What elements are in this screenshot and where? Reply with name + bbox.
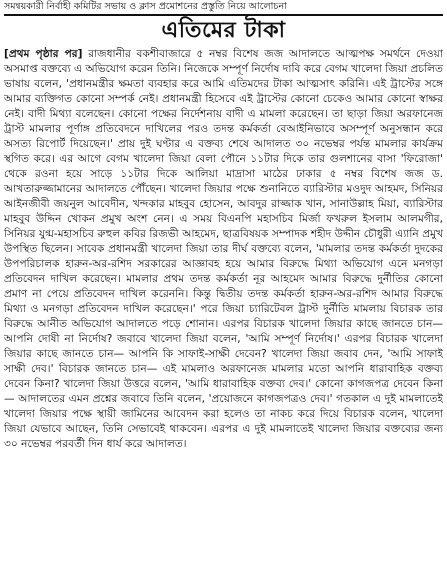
article-paragraph — [4, 47, 443, 452]
article-body — [4, 47, 443, 562]
article-text: রাজধানীর বকশীবাজারে ৫ নম্বর বিশেষ জজ আদালতে আত্মপক্ষ সমর্থনে দেওয়া অসমাপ্ত বক্তব্যে এ অভিযোগ করেন তিনি। নিজেকে সম্পূর্ণ নির্দোষ দাবি করে বেগম খালেদা জিয়া প্রচলিত ভাষায় বলেন, 'প্রধানমন্ত্রীর ক্ষমতা ব্যবহার করে আমি এতিমদের টাকা আত্মসাৎ করিনি। এই ট্রাস্টের সঙ্গে আমার ব্যক্তিগত কোনো সম্পর্ক নেই। প্রধানমন্ত্রী হিসেবে এই ট্রাস্টের কোনো চেকেও আমার কোনো স্বাক্ষর নেই। বাদী মিথ্যা বলেছেন। কোনো পক্ষের নির্দেশনায় বাদী এ মামলা করেছেন। তা ছাড়া জিয়া অরফানেজ ট্রাস্ট মামলার পূর্ণাঙ্গ প্রতিবেদনে দাখিলের পরও তদন্ত কর্মকর্তা বেআইনিভাবে অসম্পূর্ণ অনুসন্ধান করে অসত্য রিপোর্ট দিয়েছেন।' প্রায় দুই ঘণ্টার এ বক্তব্য শেষে আদালত ৩০ নভেম্বর পর্যন্ত মামলার কার্যক্রম স্থগিত করে। এর আগে বেগম খালেদা জিয়া বেলা পৌনে ১১টার দিকে তার গুলশানের বাসা 'ফিরোজা' থেকে রওনা হয়ে সাড়ে ১১টার দিকে আলিয়া মাদ্রাসা মাঠের ঢাকার ৫ নম্বর বিশেষ জজ ড. আখতারুজ্জামানের আদালতে পৌঁছেন। খালেদা জিয়ার পক্ষে শুনানিতে ব্যারিস্টার মওদুদ আহমদ, সিনিয়র আইনজীবী জয়নুল আবেদীন, খন্দকার মাহবুব হোসেন, আবদুর রাজ্জাক খান, সানাউল্লাহ মিয়া, ব্যারিস্টার মাহবুব উদ্দিন খোকন প্রমুখ অংশ নেন। এ সময় বিএনপি মহাসচিব মির্জা ফখরুল ইসলাম আলমগীর, সিনিয়র যুগ্ম-মহাসচিব রুহুল কবির রিজভী আহমেদ, ছাত্রবিষয়ক সম্পাদক শহীদ উদ্দীন চৌধুরী এ্যানি প্রমুখ উপস্থিত ছিলেন। সাবেক প্রধানমন্ত্রী খালেদা জিয়া তার দীর্ঘ বক্তব্যে বলেন, 'মামলার তদন্ত কর্মকর্তা দুদকের উপপরিচালক হারুন-অর-রশিদ সরকারের আজ্ঞাবহ হয়ে আমার বিরুদ্ধে মিথ্যা অভিযোগ এনে মনগড়া প্রতিবেদন দাখিল করেছেন। মামলার প্রথম তদন্ত কর্মকর্তা নূর আহমেদ আমার বিরুদ্ধে দুর্নীতির কোনো প্রমাণ না পেয়ে প্রতিবেদন দাখিল করেননি। কিন্তু দ্বিতীয় তদন্ত কর্মকর্তা হারুন-অর-রশিদ আমার বিরুদ্ধে মিথ্যা ও মনগড়া প্রতিবেদন দাখিল করেছেন।' পরে জিয়া চ্যারিটেবল ট্রাস্ট দুর্নীতি মামলায় বিচারক তার বিরুদ্ধে আনীত অভিযোগ আদালতে পড়ে শোনান। এরপর বিচারক খালেদা জিয়ার কাছে জানতে চান— আপনি দোষী না নির্দোষ? জবাবে খালেদা জিয়া বলেন, 'আমি সম্পূর্ণ নির্দোষ।' এরপর বিচারক খালেদা জিয়ার কাছে জানতে চান— আপনি কি সাফাই-সাক্ষী দেবেন? খালেদা জিয়া জবাব দেন, 'আমি সাফাই সাক্ষী দেব।' বিচারক জানতে চান— এই মামলাও অরফানেজ মামলার মতো আপনি ধারাবাহিক বক্তব্য দেবেন কিনা? খালেদা জিয়া উত্তরে বলেন, 'আমি ধারাবাহিক বক্তব্য দেব।' কোনো কাগজপত্র দেবেন কিনা— আদালতের এমন প্রশ্নের জবাবে তিনি বলেন, 'প্রয়োজনে কাগজপত্রও দেব।' গতকাল এ দুই মামলাতেই খালেদা জিয়ার পক্ষে স্থায়ী জামিনের আবেদন করা হলেও তা নাকচ করে দিয়ে বিচারক বলেন, খালেদা জিয়া যেভাবে আছেন, তিনি সেভাবেই থাকবেন। এরপর এ দুই মামলাতেই খালেদা জিয়ার বক্তব্যের জন্য ৩০ নভেম্বর পরবর্তী দিন ধার্য করে আদালত। — [4, 48, 443, 450]
previous-column-line: সমন্বয়কারী নির্বাহী কমিটির সভায় ও ক্লাস প্রমোশনের প্রস্তুতি নিয়ে আলোচনা — [4, 1, 287, 12]
page-title: এতিমের টাকা — [161, 18, 286, 43]
continuation-label: [প্রথম পৃষ্ঠার পর] — [4, 48, 83, 60]
section-divider — [4, 14, 443, 16]
